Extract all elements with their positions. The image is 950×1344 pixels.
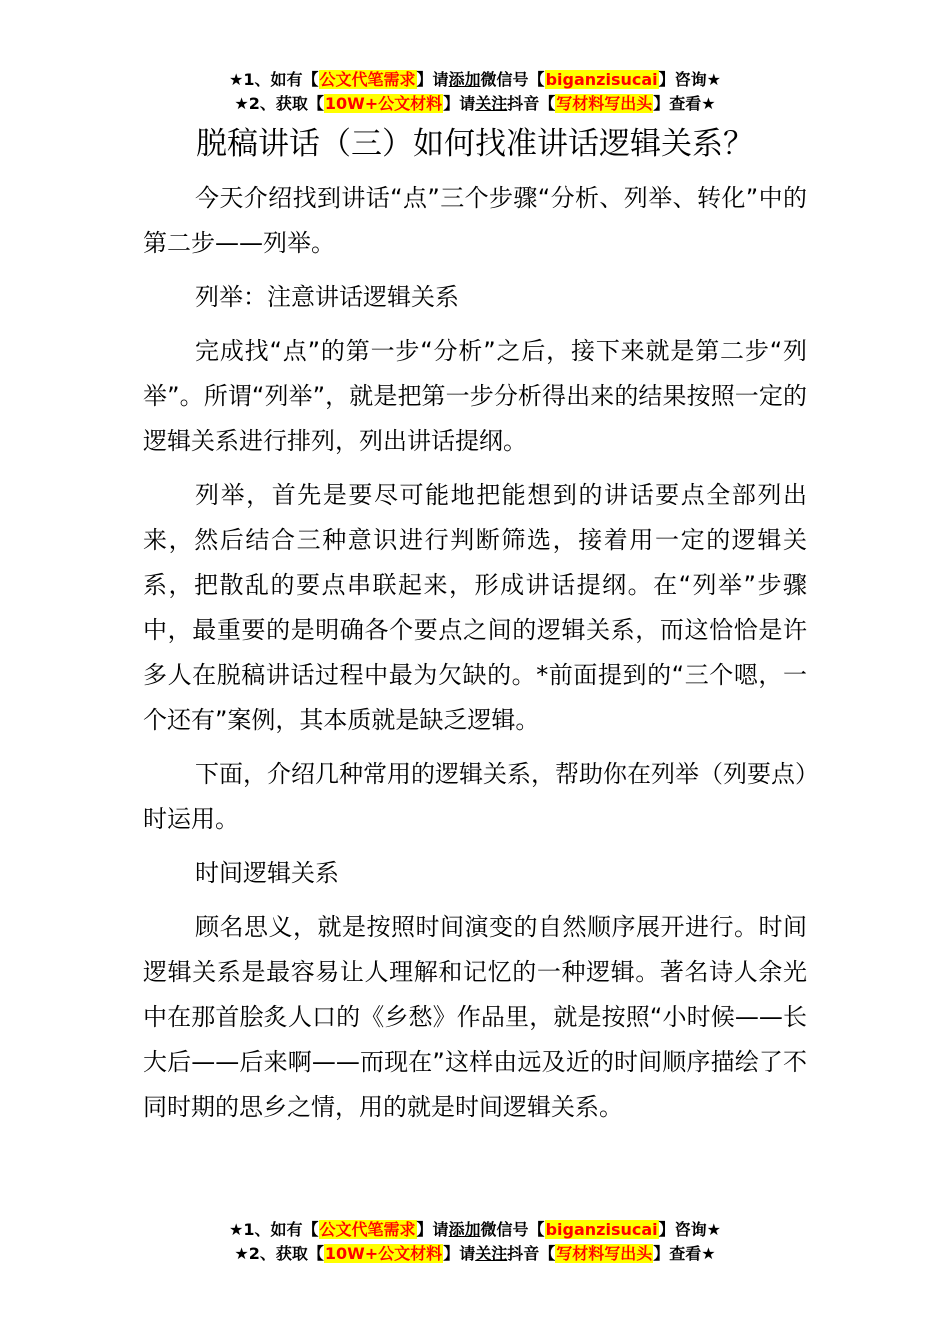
highlight-text: 公文代笔需求 <box>319 1220 416 1239</box>
paragraph: 今天介绍找到讲话“点”三个步骤“分析、列举、转化”中的第二步——列举。 <box>143 184 807 257</box>
paragraph: 列举，首先是要尽可能地把能想到的讲话要点全部列出来，然后结合三种意识进行判断筛选，接着用一定的逻辑关系，把散乱的要点串联起来，形成讲话提纲。在“列举”步骤中，最重要的是明确各个要点之间的逻辑关系，而这恰恰是许多人在脱稿讲话过程中最为欠缺的。*前面提到的“三个嗯，一个还有”案例，其本质就是缺乏逻辑。 <box>143 481 807 734</box>
banner-text: 】请 <box>443 1244 476 1263</box>
banner-text: 抖音【 <box>507 94 556 113</box>
underlined-text: 关注 <box>475 94 508 113</box>
highlight-text: 写材料写出头 <box>556 1244 653 1263</box>
highlight-text: biganzisucai <box>545 70 658 89</box>
banner-text: 】查看★ <box>653 1244 716 1263</box>
header-banner <box>0 68 950 116</box>
highlight-text: 公文代笔需求 <box>319 70 416 89</box>
underlined-text: 添加 <box>448 70 481 89</box>
highlight-text: 写材料写出头 <box>556 94 653 113</box>
banner-line-1 <box>0 68 950 92</box>
section-heading: 时间逻辑关系 <box>195 859 339 887</box>
banner-text: ★2、获取【 <box>234 94 324 113</box>
highlight-text: 10W+公文材料 <box>324 1244 443 1263</box>
highlight-text: biganzisucai <box>545 1220 658 1239</box>
footer-banner <box>0 1218 950 1266</box>
banner-text: ★1、如有【 <box>229 70 319 89</box>
highlight-text: 10W+公文材料 <box>324 94 443 113</box>
banner-text: 微信号【 <box>480 1220 545 1239</box>
banner-text: ★2、获取【 <box>234 1244 324 1263</box>
section-heading: 列举：注意讲话逻辑关系 <box>195 283 459 311</box>
banner-text: 】请 <box>416 70 449 89</box>
banner-text: 】咨询★ <box>658 70 721 89</box>
paragraph: 下面，介绍几种常用的逻辑关系，帮助你在列举（列要点）时运用。 <box>143 760 807 833</box>
banner-line-2 <box>0 1242 950 1266</box>
page-title: 脱稿讲话（三）如何找准讲话逻辑关系？ <box>196 126 754 162</box>
banner-text: 抖音【 <box>507 1244 556 1263</box>
paragraph: 顾名思义，就是按照时间演变的自然顺序展开进行。时间逻辑关系是最容易让人理解和记忆的一种逻辑。著名诗人余光中在那首脍炙人口的《乡愁》作品里，就是按照“小时候——长大后——后来啊——而现在”这样由远及近的时间顺序描绘了不同时期的思乡之情，用的就是时间逻辑关系。 <box>143 913 807 1121</box>
banner-text: 】查看★ <box>653 94 716 113</box>
banner-line-2 <box>0 92 950 116</box>
banner-text: 】请 <box>416 1220 449 1239</box>
banner-text: 】请 <box>443 94 476 113</box>
underlined-text: 关注 <box>475 1244 508 1263</box>
banner-text: 微信号【 <box>480 70 545 89</box>
banner-line-1 <box>0 1218 950 1242</box>
underlined-text: 添加 <box>448 1220 481 1239</box>
document-body <box>143 176 807 1139</box>
banner-text: 】咨询★ <box>658 1220 721 1239</box>
paragraph: 完成找“点”的第一步“分析”之后，接下来就是第二步“列举”。所谓“列举”，就是把第一步分析得出来的结果按照一定的逻辑关系进行排列，列出讲话提纲。 <box>143 337 807 455</box>
banner-text: ★1、如有【 <box>229 1220 319 1239</box>
